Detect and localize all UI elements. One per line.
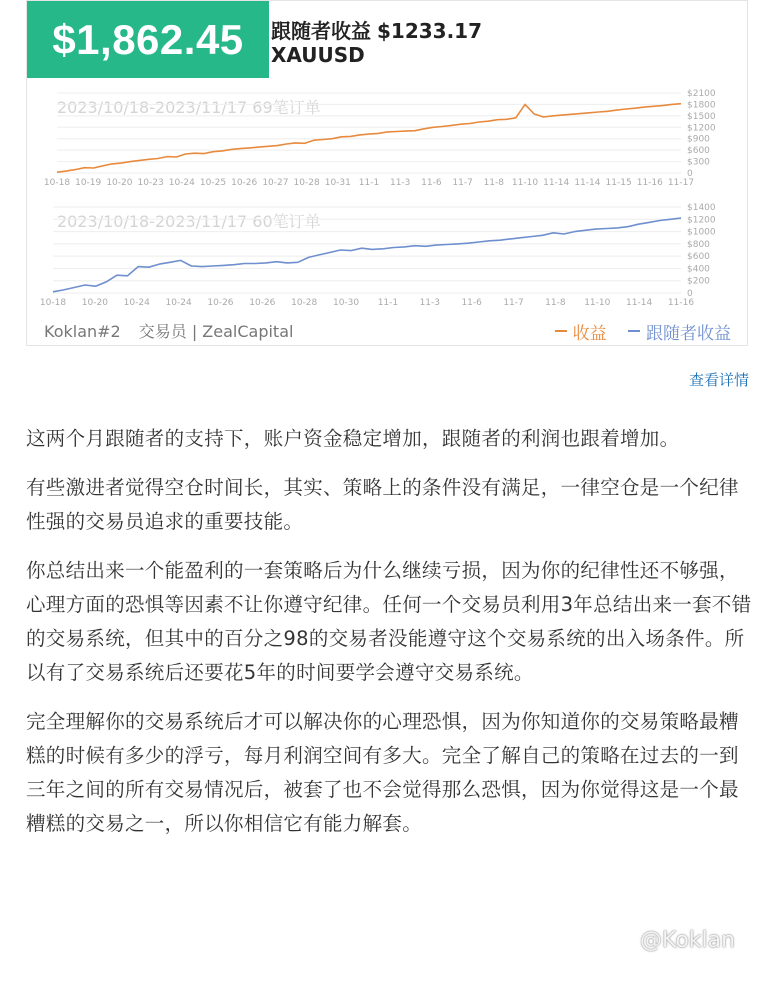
x-tick-label: 11-10 [511, 178, 539, 188]
x-tick-label: 11-3 [419, 298, 441, 308]
y-tick-label: $400 [687, 264, 710, 275]
x-tick-label: 11-3 [389, 178, 411, 188]
y-tick-label: 0 [687, 169, 693, 179]
y-tick-label: $2100 [687, 89, 716, 99]
profit-chart [27, 91, 749, 195]
y-tick-label: $300 [687, 157, 710, 168]
follower-profit-amount: $1233.17 [377, 19, 483, 43]
article-paragraph: 有些激进者觉得空仓时间长，其实、策略上的条件没有满足，一律空仓是一个纪律性强的交易员追求的重要技能。 [26, 476, 739, 533]
y-tick-label: $1000 [687, 227, 716, 238]
legend-profit-label: 收益 [572, 323, 607, 344]
x-tick-label: 10-31 [324, 178, 351, 188]
x-tick-label: 10-20 [106, 178, 133, 188]
chart-legend [539, 317, 731, 344]
follower-profit-chart [27, 201, 749, 308]
legend-profit[interactable] [555, 319, 607, 344]
y-tick-label: 0 [687, 289, 693, 299]
y-tick-label: $800 [687, 239, 710, 250]
x-tick-label: 11-14 [543, 178, 570, 188]
y-tick-label: $200 [687, 276, 710, 287]
x-tick-label: 11-16 [636, 178, 663, 188]
y-tick-label: $1800 [687, 100, 716, 111]
x-tick-label: 10-23 [137, 178, 164, 188]
y-tick-label: $900 [687, 134, 710, 145]
article-paragraph: 这两个月跟随者的支持下，账户资金稳定增加，跟随者的利润也跟着增加。 [26, 427, 680, 450]
y-tick-label: $1400 [687, 203, 716, 213]
x-tick-label: 11-6 [461, 298, 482, 308]
x-tick-label: 10-28 [293, 178, 320, 188]
x-tick-label: 11-7 [503, 298, 524, 308]
x-tick-label: 11-6 [421, 178, 442, 188]
x-tick-label: 11-8 [483, 178, 505, 188]
view-details-link[interactable]: 查看详情 [688, 371, 749, 389]
x-tick-label: 10-19 [75, 178, 102, 188]
legend-follower-label: 跟随者收益 [646, 323, 731, 344]
chart-caption: 2023/10/18-2023/11/17 60笔订单 [57, 212, 321, 231]
performance-card[interactable] [26, 0, 748, 346]
y-tick-label: $1200 [687, 215, 716, 226]
article-paragraph: 你总结出来一个能盈利的一套策略后为什么继续亏损，因为你的纪律性还不够强，心理方面的恐惧等因素不让你遵守纪律。任何一个交易员利用3年总结出来一套不错的交易系统，但其中的百分之98的交易者没能遵守这个交易系统的出入场条件。所以有了交易系统后还要花5年的时间要学会遵守交易系统。 [26, 559, 752, 684]
follower-profit-label: 跟随者收益 [271, 19, 371, 43]
legend-follower[interactable] [628, 319, 731, 344]
article-body [26, 422, 754, 856]
x-tick-label: 11-1 [377, 298, 399, 308]
x-tick-label: 11-14 [574, 178, 601, 188]
x-tick-label: 10-20 [81, 298, 108, 308]
x-tick-label: 10-24 [168, 178, 195, 188]
symbol-label: XAUUSD [271, 43, 365, 67]
y-tick-label: $1500 [687, 111, 716, 122]
watermark: @Koklan [640, 928, 736, 953]
x-tick-label: 10-24 [165, 298, 192, 308]
x-tick-label: 10-26 [231, 178, 258, 188]
x-tick-label: 11-15 [605, 178, 632, 188]
x-tick-label: 11-17 [667, 178, 695, 188]
x-tick-label: 10-28 [291, 298, 318, 308]
x-tick-label: 10-30 [332, 298, 360, 308]
x-tick-label: 11-16 [667, 298, 695, 308]
legend-follower-swatch [628, 330, 640, 332]
x-tick-label: 10-25 [199, 178, 227, 188]
x-tick-label: 10-26 [249, 298, 276, 308]
x-tick-label: 11-1 [358, 178, 380, 188]
card-footer [44, 319, 293, 342]
follower-profit [271, 15, 482, 44]
x-tick-label: 10-26 [207, 298, 234, 308]
x-tick-label: 11-10 [584, 298, 611, 308]
profit-badge: $1,862.45 [27, 1, 269, 78]
y-tick-label: $600 [687, 252, 710, 263]
x-tick-label: 11-14 [626, 298, 653, 308]
chart-caption: 2023/10/18-2023/11/17 69笔订单 [57, 98, 321, 117]
x-tick-label: 11-8 [545, 298, 566, 308]
x-tick-label: 10-18 [39, 298, 67, 308]
article-paragraph: 完全理解你的交易系统后才可以解决你的心理恐惧，因为你知道你的交易策略最糟糕的时候有多少的浮亏，每月利润空间有多大。完全了解自己的策略在过去的一到三年之间的所有交易情况后，被套了也不会觉得那么恐惧，因为你觉得这是一个最糟糕的交易之一，所以你相信它有能力解套。 [26, 710, 739, 835]
y-tick-label: $1200 [687, 123, 716, 134]
account-name: Koklan#2 [44, 322, 121, 341]
x-tick-label: 10-24 [123, 298, 150, 308]
x-tick-label: 10-18 [43, 178, 71, 188]
legend-profit-swatch [555, 330, 567, 332]
x-tick-label: 11-7 [452, 178, 473, 188]
x-tick-label: 10-27 [262, 178, 289, 188]
trader-role: 交易员 | ZealCapital [138, 322, 294, 341]
y-tick-label: $600 [687, 146, 710, 157]
